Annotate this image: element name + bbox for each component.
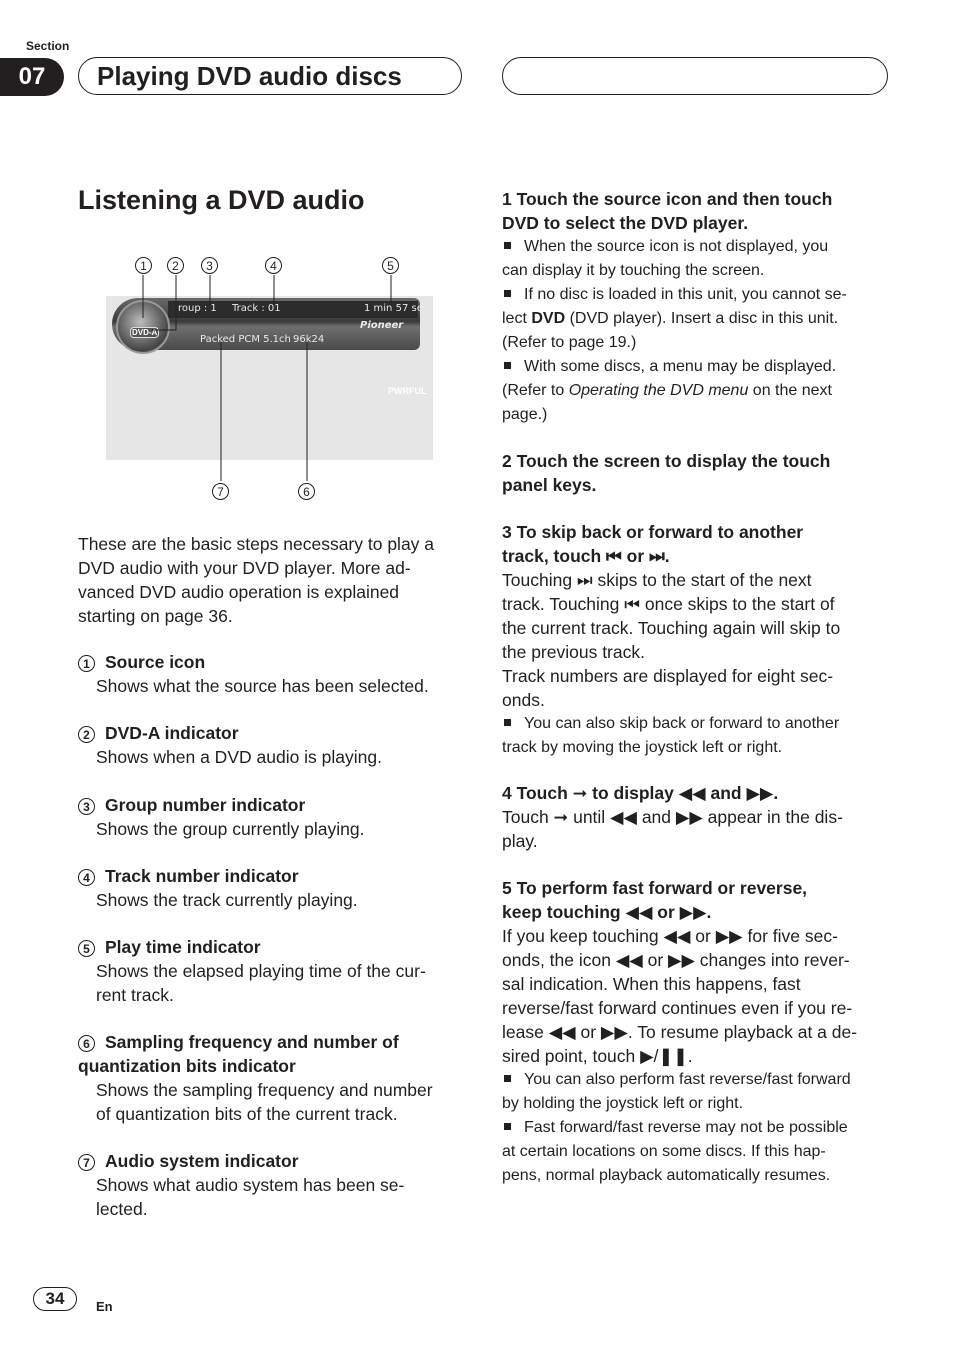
page-heading: Listening a DVD audio — [78, 185, 365, 215]
language-label: En — [96, 1299, 113, 1314]
callout-2: 2 — [167, 257, 184, 274]
section-title: Playing DVD audio discs — [97, 61, 402, 91]
dvd-a-badge: DVD-A — [132, 328, 158, 337]
step-5: 5 To perform fast forward or reverse, keep touching ◀◀ or ▶▶. If you keep touching ◀◀ or ▶▶ for five sec- onds, the icon ◀◀ or ▶▶ changes into rever- sal indication. When this happens, fast reverse/fast forward continues even if you re- lease ◀◀ or ▶▶. To resume playback at a de- sired point, touch ▶/❚❚. You can also perform fast reverse/fast forward by holding the joystick left or right. Fast forward/fast reverse may not be possible at certain locations on some discs. If this hap- pens, normal playback automatically resumes. — [502, 878, 858, 1184]
step-2: 2 Touch the screen to display the touch panel keys. — [502, 451, 831, 495]
track-indicator: Track : 01 — [232, 303, 281, 314]
step-3: 3 To skip back or forward to another track, touch ⏮ or ⏭. Touching ⏭ skips to the start of the next track. Touching ⏮ once skips to the start of the current track. Touching again will skip to the previous track. Track numbers are displayed for eight sec- onds. You can also skip back or forward to another track by moving the joystick left or right. — [502, 522, 841, 756]
intro-paragraph: These are the basic steps necessary to play a DVD audio with your DVD player. More ad- vanced DVD audio operation is explained starting on page 36. — [78, 534, 435, 626]
section-label: Section — [26, 39, 70, 53]
callout-5: 5 — [382, 257, 399, 274]
callout-3: 3 — [201, 257, 218, 274]
brand-logo: Pioneer — [360, 320, 404, 331]
callout-7: 7 — [212, 483, 229, 500]
list-item: 4 Track number indicator Shows the track currently playing. — [78, 864, 468, 912]
list-item: 3 Group number indicator Shows the group currently playing. — [78, 793, 468, 841]
list-item: 5 Play time indicator Shows the elapsed playing time of the cur- rent track. — [78, 935, 468, 1007]
callout-4: 4 — [265, 257, 282, 274]
pwrful-label: PWRFUL — [388, 386, 427, 396]
callout-6: 6 — [298, 483, 315, 500]
audio-format-indicator: Packed PCM 5.1ch — [200, 334, 291, 345]
page-number: 34 — [33, 1287, 77, 1311]
step-4: 4 Touch ➞ to display ◀◀ and ▶▶. Touch ➞ until ◀◀ and ▶▶ appear in the dis- play. — [502, 783, 843, 851]
time-indicator: 1 min 57 sec — [364, 303, 429, 314]
list-item: 1 Source icon Shows what the source has been selected. — [78, 650, 468, 698]
list-item: 6 Sampling frequency and number of quantization bits indicator Shows the sampling frequency and number of quantization bits of the current track. — [78, 1032, 433, 1124]
list-item: 7 Audio system indicator Shows what audio system has been se- lected. — [78, 1149, 468, 1221]
step-1: 1 Touch the source icon and then touch DVD to select the DVD player. When the source icon is not displayed, you can display it by touching the screen. If no disc is loaded in this unit, you cannot se- lect DVD (DVD player). Insert a disc in this unit. (Refer to page 19.) With some discs, a menu may be displayed. (Refer to Operating the DVD menu on the next page.) — [502, 189, 847, 423]
list-item: 2 DVD-A indicator Shows when a DVD audio is playing. — [78, 721, 468, 769]
group-indicator: roup : 1 — [178, 303, 217, 314]
sampling-indicator: 96k24 — [293, 334, 325, 345]
section-number: 07 — [0, 58, 64, 96]
callout-1: 1 — [135, 257, 152, 274]
